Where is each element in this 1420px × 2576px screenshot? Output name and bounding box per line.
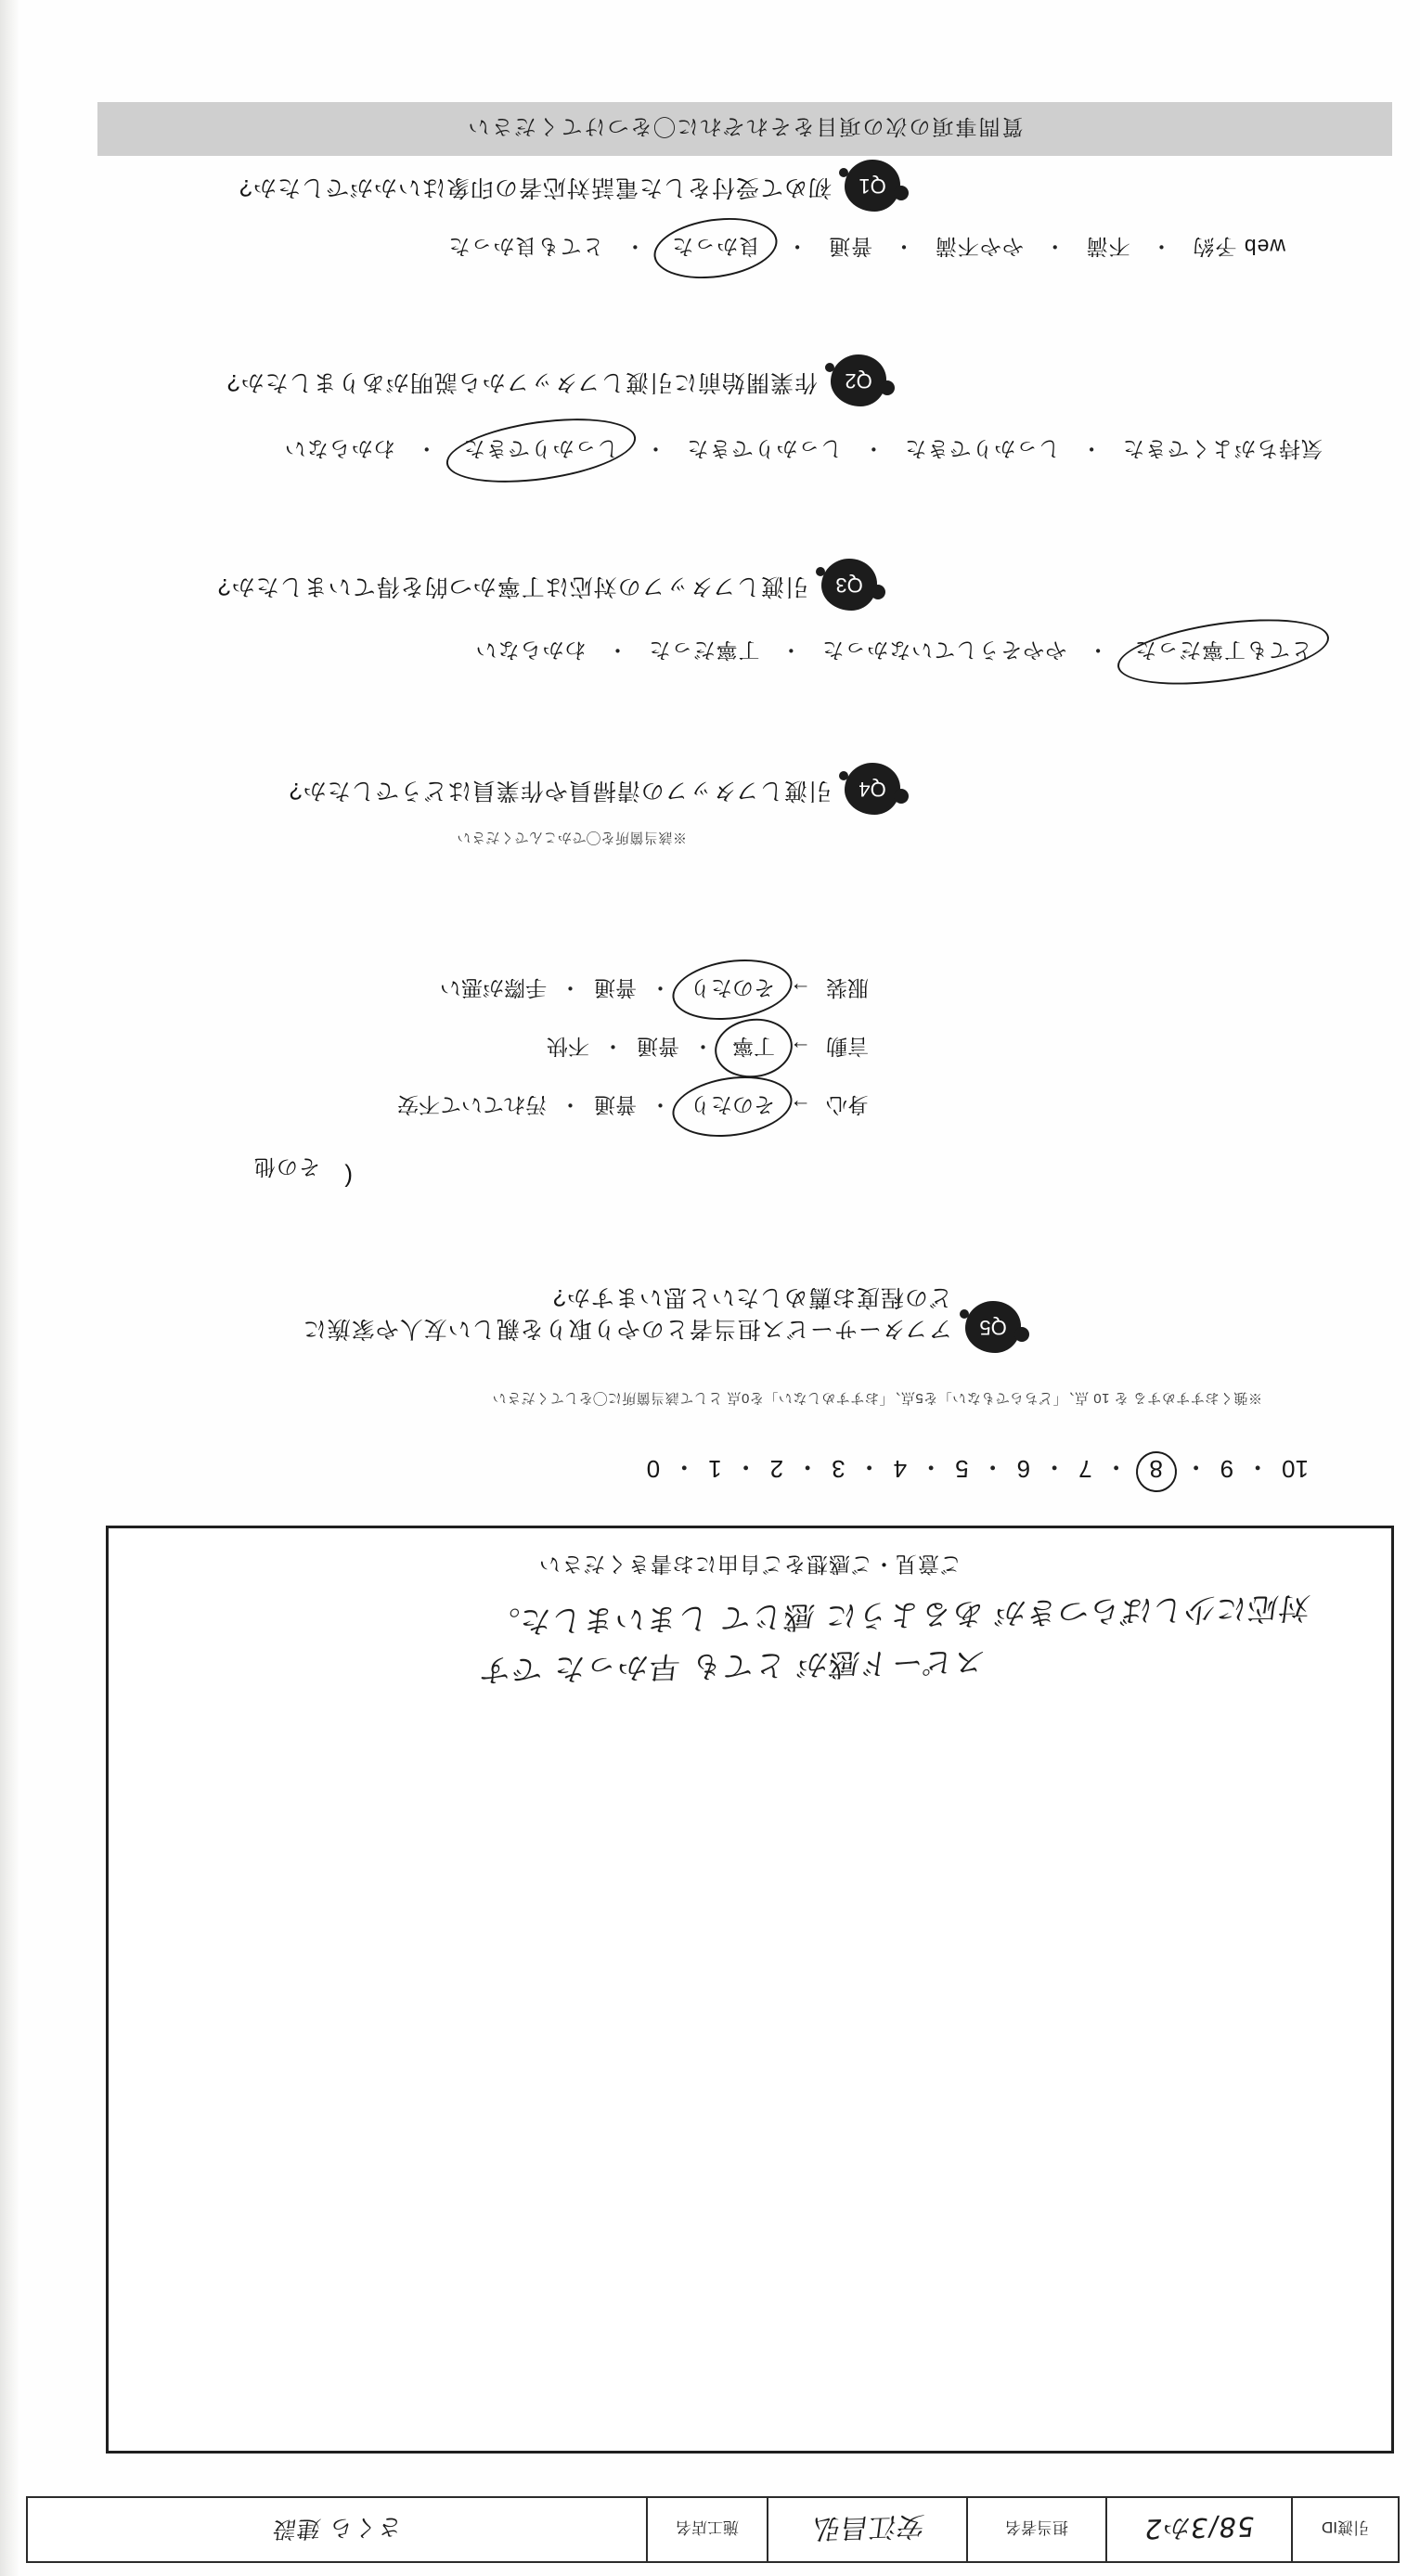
nps-scale-row[interactable]: 10 ・ 9 ・ 8 ・ 7 ・ 6 ・ 5 ・ 4 ・ 3 ・ 2 ・ 1 ・ 0: [646, 1453, 1309, 1483]
q1-option-6[interactable]: とても良かった: [447, 235, 604, 259]
q4-row-1-option-3[interactable]: 汚れていて不安: [397, 1093, 547, 1117]
header-value-builder: [28, 2498, 646, 2561]
scale-value-6[interactable]: 6: [1016, 1455, 1031, 1483]
scan-edge-shadow: [0, 0, 19, 2576]
q2-number: Q2: [845, 369, 872, 393]
q5-number: Q5: [979, 1316, 1007, 1339]
q3-option-2[interactable]: ややそうしていなかった: [821, 638, 1067, 663]
q3-options[interactable]: とても丁寧だった ・ ややそうしていなかった ・ 丁寧だった ・ わからない: [475, 635, 1318, 669]
q4-row-1-option-2[interactable]: 普通: [594, 1093, 637, 1117]
comment-prompt: ご意見・ご感想をご自由にお書きください: [538, 1552, 962, 1577]
q5-text-line-2: どの程度お薦めしたいと思いますか?: [552, 1284, 952, 1311]
q1-number: Q1: [858, 174, 886, 198]
scale-note: ※強くおすすめする を 10 点、「どちらでもない」を5点、「おすすめしない」を0点 として該当箇所に◯をしてください: [492, 1390, 1262, 1406]
handwritten-staff-name: 安江昌弘: [809, 2511, 926, 2545]
q1-text: 初めて受付をした電話対応者の印象はいかがでしたか?: [239, 174, 832, 200]
q4-row-2-label: 言動: [826, 1035, 869, 1059]
q4-row-3-arrow-icon: →: [790, 978, 811, 1002]
q2-bubble-icon: [831, 354, 886, 406]
handwritten-comment-line-1: スピード感が とても 早かった です: [477, 1643, 988, 1689]
q4-row-3-label: 服装: [826, 976, 869, 1000]
q1-option-3[interactable]: やや不満: [934, 235, 1024, 259]
handwritten-comment-line-2: 対応に少しばらつきが あるように 感じて しまいました。: [484, 1590, 1312, 1641]
q4-row-3[interactable]: 服装 → そのたり ・ 普通 ・ 手際が悪い: [397, 972, 928, 1007]
header-label-staff: 担当者名: [966, 2498, 1105, 2561]
handwritten-builder-name: さくら 建設: [270, 2513, 404, 2544]
instruction-bar: 質問事項の次の項目をそれぞれに◯をつけてください: [97, 102, 1392, 156]
q4-text: 引渡しフタッフの清掃員や作業員はどうでしたか?: [288, 778, 832, 804]
q4-other-paren: (: [344, 1164, 353, 1191]
handwritten-id: 58/3か2: [1142, 2511, 1257, 2545]
q5-text: [303, 1282, 952, 1354]
scale-value-0[interactable]: 0: [646, 1455, 661, 1483]
q4-row-1[interactable]: 身心 → そのたり ・ 普通 ・ 汚れていて不安: [397, 1089, 928, 1124]
q4-rows[interactable]: [397, 948, 928, 1124]
question-q4: [289, 763, 900, 815]
q2-option-5[interactable]: わからない: [283, 437, 395, 461]
q1-option-selected[interactable]: 良かった: [665, 231, 766, 265]
header-label-id: 引渡ID: [1291, 2498, 1398, 2561]
header-value-id: [1105, 2498, 1291, 2561]
scale-value-8-selected[interactable]: 8: [1141, 1454, 1172, 1483]
scale-value-3[interactable]: 3: [832, 1455, 846, 1483]
q5-text-line-1: アフターサービス担当者とのやり取りを親しい友人や家族に: [302, 1316, 952, 1342]
question-q3: [217, 559, 877, 611]
q4-row-3-option-3[interactable]: 手際が悪い: [440, 976, 547, 1000]
q4-row-1-option-selected[interactable]: そのたり: [684, 1089, 781, 1124]
q1-option-4[interactable]: 普通: [828, 235, 873, 259]
scale-value-1[interactable]: 1: [708, 1455, 722, 1483]
q4-row-2-arrow-icon: →: [790, 1037, 811, 1061]
q2-option-1[interactable]: 気持ちがよくできた: [1122, 437, 1323, 461]
header-label-builder: 施工店名: [646, 2498, 767, 2561]
q4-row-2-option-3[interactable]: 不快: [547, 1035, 589, 1059]
q4-row-3-option-2[interactable]: 普通: [594, 976, 637, 1000]
q2-option-3[interactable]: しっかりできた: [686, 437, 843, 461]
q1-option-2[interactable]: 不満: [1085, 235, 1130, 259]
q2-option-2[interactable]: しっかりできた: [904, 437, 1061, 461]
header-table: [26, 2496, 1400, 2563]
q2-options[interactable]: 気持ちがよくできた ・ しっかりできた ・ しっかりできた ・ しっかりできた ・ わからない: [284, 433, 1323, 468]
q4-number: Q4: [858, 778, 886, 801]
q4-row-2-option-2[interactable]: 普通: [637, 1035, 679, 1059]
q4-note: ※該当箇所を◯でかこんでください: [456, 830, 687, 845]
q4-row-2[interactable]: 言動 → 丁寧 ・ 普通 ・ 不快: [397, 1031, 928, 1065]
q3-bubble-icon: [821, 559, 877, 611]
q3-text: 引渡しフタッフの対応は丁寧かつ的を得ていましたか?: [216, 573, 808, 599]
q4-row-1-arrow-icon: →: [790, 1095, 811, 1119]
scale-value-10[interactable]: 10: [1282, 1455, 1309, 1483]
q4-row-1-label: 身心: [826, 1093, 869, 1117]
q3-number: Q3: [835, 573, 863, 597]
q1-option-1[interactable]: web 予約: [1192, 235, 1285, 259]
scale-value-9[interactable]: 9: [1220, 1455, 1234, 1483]
question-q2: [226, 354, 886, 406]
q4-other-label: その他: [253, 1155, 320, 1179]
header-value-staff: [767, 2498, 966, 2561]
q1-options[interactable]: web 予約 ・ 不満 ・ やや不満 ・ 普通 ・ 良かった ・ とても良かった: [448, 231, 1286, 265]
q3-option-3[interactable]: 丁寧だった: [648, 638, 760, 663]
q5-bubble-icon: [965, 1301, 1021, 1353]
q2-option-selected[interactable]: しっかりできた: [458, 433, 625, 468]
question-q5: [303, 1282, 1021, 1354]
q1-bubble-icon: [845, 160, 900, 212]
q4-bubble-icon: [845, 763, 900, 815]
question-q1: [239, 160, 900, 212]
q2-text: 作業開始前に引渡しフタッフから説明がありましたか?: [226, 369, 818, 395]
q4-row-2-option-selected[interactable]: 丁寧: [727, 1031, 781, 1065]
scale-value-4[interactable]: 4: [893, 1455, 908, 1483]
q4-row-3-option-selected[interactable]: そのたり: [684, 972, 781, 1007]
q3-option-4[interactable]: わからない: [474, 638, 587, 663]
scale-value-5[interactable]: 5: [955, 1455, 969, 1483]
scale-value-7[interactable]: 7: [1078, 1455, 1092, 1483]
q3-option-selected[interactable]: とても丁寧だった: [1129, 635, 1318, 669]
scale-value-2[interactable]: 2: [769, 1455, 784, 1483]
